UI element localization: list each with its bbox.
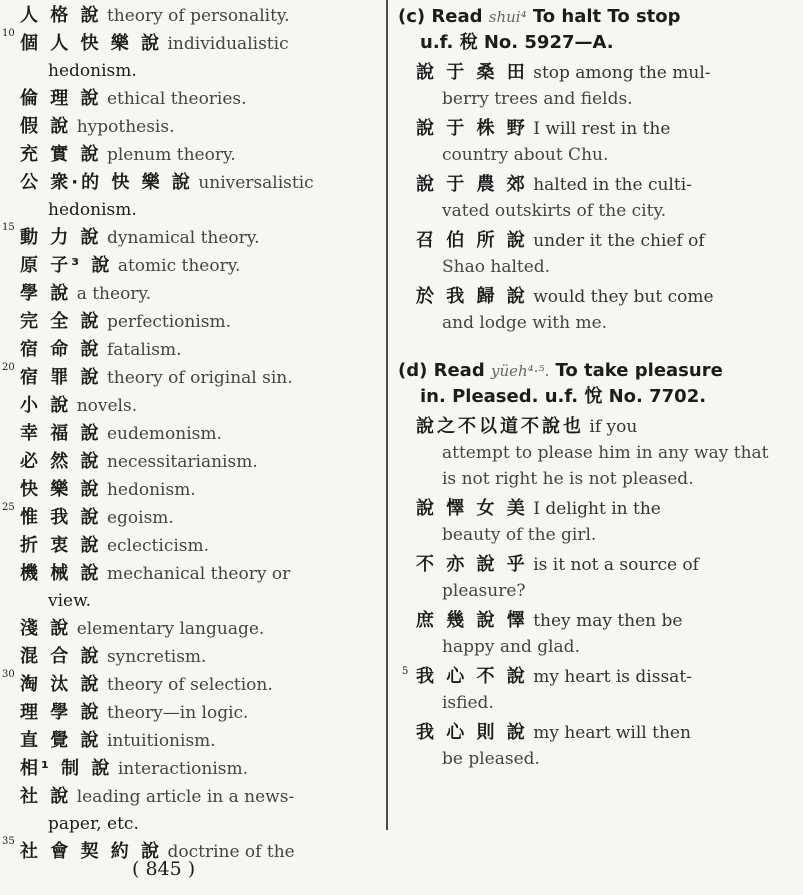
entry-gloss: is it not a source of	[533, 555, 699, 575]
section-c	[398, 4, 788, 336]
entry-headword: 必 然 說	[20, 451, 102, 472]
entry-headword: 理 學 說	[20, 702, 102, 723]
entry-gloss: perfectionism.	[106, 312, 232, 332]
dictionary-entry	[398, 664, 788, 716]
entry-gloss: dynamical theory.	[106, 228, 260, 248]
entry-gloss: eudemonism.	[106, 424, 222, 444]
dictionary-entry	[6, 699, 380, 727]
dictionary-entry	[398, 284, 788, 336]
dictionary-entry	[6, 141, 380, 169]
section-c-subheading: u.f. 稅 No. 5927—A.	[420, 32, 614, 53]
entry-gloss: syncretism.	[106, 647, 207, 667]
entry-headword: 宿 命 說	[20, 339, 102, 360]
dictionary-entry	[398, 116, 788, 168]
entry-headword: 說 于 桑 田	[416, 62, 528, 83]
entry-headword: 庶 幾 說 懌	[416, 610, 528, 631]
dictionary-entry	[398, 496, 788, 548]
dictionary-entry	[6, 560, 380, 615]
entry-gloss: my heart will then	[533, 723, 691, 743]
dictionary-entry	[6, 2, 380, 30]
right-column	[398, 4, 788, 772]
entry-gloss: individualistic	[167, 34, 289, 54]
entry-headword: 快 樂 說	[20, 479, 102, 500]
dictionary-entry	[2, 669, 380, 699]
entry-headword: 我 心 則 說	[416, 722, 528, 743]
dictionary-entry	[2, 28, 380, 85]
entry-gloss: I will rest in the	[533, 119, 671, 139]
dictionary-entry	[6, 169, 380, 224]
entry-line-number: 30	[2, 669, 15, 680]
dictionary-entry	[6, 252, 380, 280]
dictionary-entry	[398, 552, 788, 604]
entry-gloss: fatalism.	[106, 340, 182, 360]
entry-gloss: mechanical theory or	[106, 564, 291, 584]
entry-headword: 個 人 快 樂 說	[20, 33, 163, 54]
dictionary-entry	[2, 502, 380, 532]
entry-gloss-continuation: paper, etc.	[48, 814, 139, 834]
entry-headword: 倫 理 說	[20, 88, 102, 109]
entry-gloss: leading article in a news-	[76, 787, 295, 807]
entry-headword: 直 覺 說	[20, 730, 102, 751]
entry-gloss: intuitionism.	[106, 731, 216, 751]
entry-gloss-continuation: hedonism.	[48, 200, 137, 220]
entry-headword: 社 說	[20, 786, 72, 807]
entry-headword: 混 合 說	[20, 646, 102, 667]
entry-gloss: if you	[589, 417, 638, 437]
entry-headword: 說 于 株 野	[416, 118, 528, 139]
entry-gloss: stop among the mul-	[533, 63, 711, 83]
entry-gloss: ethical theories.	[106, 89, 247, 109]
dictionary-entry	[6, 420, 380, 448]
dictionary-entry	[6, 336, 380, 364]
entry-gloss-continuation: berry trees and fields.	[442, 89, 633, 109]
entry-headword: 說之不以道不說也	[416, 416, 584, 437]
entry-gloss: egoism.	[106, 508, 174, 528]
entry-headword: 動 力 說	[20, 227, 102, 248]
dictionary-entry	[2, 362, 380, 392]
entry-headword: 人 格 說	[20, 5, 102, 26]
entry-gloss-continuation: and lodge with me.	[442, 313, 608, 333]
entry-gloss-continuation: isfied.	[442, 693, 494, 713]
dictionary-entry	[398, 228, 788, 280]
entry-headword: 學 說	[20, 283, 72, 304]
entry-gloss: a theory.	[76, 284, 152, 304]
entry-gloss: hypothesis.	[76, 117, 175, 137]
entry-headword: 宿 罪 說	[20, 367, 102, 388]
dictionary-entry	[6, 85, 380, 113]
entry-gloss: elementary language.	[76, 619, 265, 639]
entry-gloss-continuation: vated outskirts of the city.	[442, 201, 667, 221]
entry-headword: 於 我 歸 說	[416, 286, 528, 307]
dictionary-entry	[6, 532, 380, 560]
entry-gloss-continuation: beauty of the girl.	[442, 525, 597, 545]
dictionary-entry	[6, 392, 380, 420]
entry-gloss: theory of selection.	[106, 675, 273, 695]
entry-headword: 完 全 說	[20, 311, 102, 332]
entry-headword: 說 于 農 郊	[416, 174, 528, 195]
dictionary-entry	[6, 615, 380, 643]
section-c-heading: (c) Read shui⁴ To halt To stop	[398, 6, 681, 27]
entry-gloss-continuation: attempt to please him in any way that is not right he is not pleased.	[442, 443, 769, 489]
entry-gloss: my heart is dissat-	[533, 667, 692, 687]
dictionary-entry	[6, 308, 380, 336]
entry-headword: 惟 我 說	[20, 507, 102, 528]
entry-line-number: 25	[2, 502, 15, 513]
entry-headword: 淘 汰 說	[20, 674, 102, 695]
left-column	[2, 2, 380, 866]
entry-gloss-continuation: happy and glad.	[442, 637, 580, 657]
entry-headword: 假 說	[20, 116, 72, 137]
dictionary-entry	[6, 280, 380, 308]
entry-line-number: 20	[2, 362, 15, 373]
entry-gloss: doctrine of the	[167, 842, 295, 862]
dictionary-entry	[2, 222, 380, 252]
entry-gloss: hedonism.	[106, 480, 196, 500]
entry-gloss: universalistic	[198, 173, 314, 193]
column-divider	[386, 0, 388, 830]
entry-headword: 召 伯 所 說	[416, 230, 528, 251]
dictionary-entry	[398, 414, 788, 492]
entry-headword: 說 懌 女 美	[416, 498, 528, 519]
entry-gloss-continuation: view.	[48, 591, 92, 611]
page-number: ( 845 )	[132, 858, 196, 880]
entry-gloss: they may then be	[533, 611, 683, 631]
entry-headword: 相¹ 制 說	[20, 758, 113, 779]
entry-gloss: theory—in logic.	[106, 703, 249, 723]
entry-gloss: theory of personality.	[106, 6, 290, 26]
dictionary-entry	[398, 172, 788, 224]
entry-headword: 小 說	[20, 395, 72, 416]
entry-headword: 原 子³ 說	[20, 255, 113, 276]
dictionary-entry	[6, 783, 380, 838]
dictionary-entry	[398, 608, 788, 660]
dictionary-entry	[6, 476, 380, 504]
entry-gloss: would they but come	[533, 287, 714, 307]
entry-headword: 不 亦 說 乎	[416, 554, 528, 575]
section-d-heading: (d) Read yüeh⁴·⁵. To take pleasure	[398, 360, 723, 381]
entry-gloss: under it the chief of	[533, 231, 705, 251]
entry-headword: 公 衆·的 快 樂 說	[20, 172, 193, 193]
entry-gloss-continuation: Shao halted.	[442, 257, 551, 277]
entry-line-number: 5	[402, 666, 409, 677]
entry-line-number: 35	[2, 836, 15, 847]
entry-gloss: novels.	[76, 396, 138, 416]
entry-gloss: interactionism.	[117, 759, 249, 779]
entry-headword: 社 會 契 約 說	[20, 841, 163, 862]
dictionary-entry	[6, 755, 380, 783]
entry-headword: 充 實 說	[20, 144, 102, 165]
entry-gloss: I delight in the	[533, 499, 661, 519]
entry-headword: 幸 福 說	[20, 423, 102, 444]
entry-gloss-continuation: country about Chu.	[442, 145, 609, 165]
entry-gloss: theory of original sin.	[106, 368, 293, 388]
section-d-subheading: in. Pleased. u.f. 悅 No. 7702.	[420, 386, 707, 407]
dictionary-entry	[6, 113, 380, 141]
dictionary-entry	[398, 60, 788, 112]
entry-gloss: halted in the culti-	[533, 175, 692, 195]
dictionary-entry	[6, 448, 380, 476]
entry-headword: 我 心 不 說	[416, 666, 528, 687]
entry-headword: 機 械 說	[20, 563, 102, 584]
dictionary-entry	[6, 643, 380, 671]
entry-gloss-continuation: hedonism.	[48, 61, 137, 81]
entry-gloss: necessitarianism.	[106, 452, 258, 472]
entry-line-number: 15	[2, 222, 15, 233]
entry-gloss: plenum theory.	[106, 145, 236, 165]
entry-gloss: atomic theory.	[117, 256, 241, 276]
entry-gloss-continuation: pleasure?	[442, 581, 526, 601]
entry-headword: 折 衷 說	[20, 535, 102, 556]
entry-line-number: 10	[2, 28, 15, 39]
dictionary-entry	[6, 727, 380, 755]
section-d	[398, 358, 788, 772]
entry-gloss-continuation: be pleased.	[442, 749, 540, 769]
entry-headword: 淺 說	[20, 618, 72, 639]
entry-gloss: eclecticism.	[106, 536, 210, 556]
dictionary-entry	[398, 720, 788, 772]
